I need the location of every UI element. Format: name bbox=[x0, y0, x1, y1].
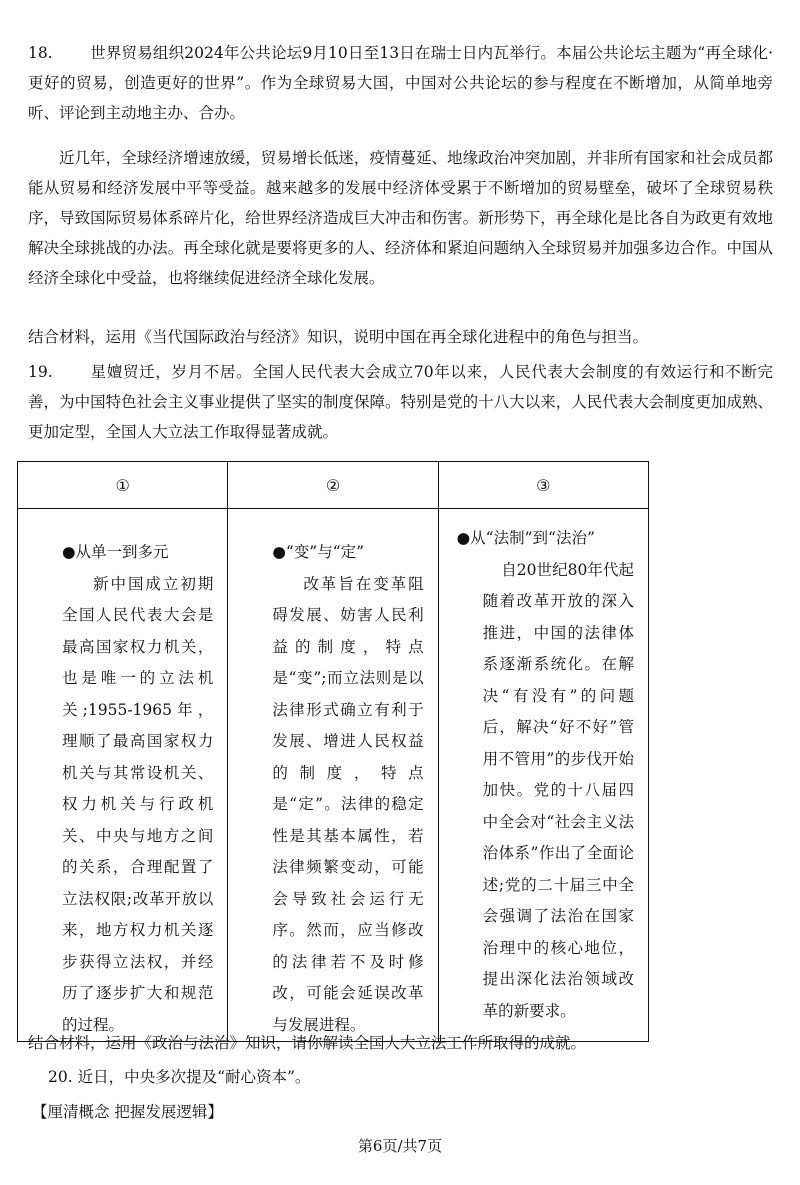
table-cell-3 bbox=[438, 509, 648, 1042]
cell-2-body: 改革旨在变革阻碍发展、妨害人民利益的制度，特点是“变”;而立法则是以法律形式确立有利于发展、增进人民权益的制度，特点是“定”。法律的稳定性是其基本属性，若法律频繁变动，可能会导致社会运行无序。然而，应当修改的法律若不及时修改，可能会延误改革与发展进程。 bbox=[272, 574, 424, 1034]
cell-3-title: ●从“法制”到“法治” bbox=[456, 529, 595, 547]
cell-1-body: 新中国成立初期全国人民代表大会是最高国家权力机关，也是唯一的立法机关;1955-1965年，理顺了最高国家权力机关与其常设机关、权力机关与行政机关、中央与地方之间的关系，合理配置了立法权限;改革开放以来，地方权力机关逐步获得立法权，并经历了逐步扩大和规范的过程。 bbox=[62, 574, 214, 1034]
cell-1-title: ●从单一到多元 bbox=[62, 543, 169, 561]
table-header-3: ③ bbox=[438, 462, 648, 509]
table-header-row bbox=[18, 462, 649, 509]
table-cell-2 bbox=[228, 509, 438, 1042]
table-header-2: ② bbox=[228, 462, 438, 509]
q18-number: 18. bbox=[28, 44, 53, 62]
q18-question: 结合材料，运用《当代国际政治与经济》知识，说明中国在再全球化进程中的角色与担当。 bbox=[28, 328, 649, 346]
q18-material: 近几年，全球经济增速放缓，贸易增长低迷，疫情蔓延、地缘政治冲突加剧，并非所有国家和社会成员都能从贸易和经济发展中平等受益。越来越多的发展中经济体受累于不断增加的贸易壁垒，破坏了全球贸易秩序，导致国际贸易体系碎片化，给世界经济造成巨大冲击和伤害。新形势下，再全球化是比各自为政更有效地解决全球挑战的办法。再全球化就是要将更多的人、经济体和紧迫问题纳入全球贸易并加强多边合作。中国从经济全球化中受益，也将继续促进经济全球化发展。 bbox=[28, 149, 773, 287]
q20-subheading: 【厘清概念 把握发展逻辑】 bbox=[32, 1103, 223, 1121]
q19-material-table bbox=[17, 461, 649, 1042]
q20-intro: 20. 近日，中央多次提及“耐心资本”。 bbox=[48, 1068, 311, 1086]
cell-2-title: ●“变”与“定” bbox=[272, 543, 365, 561]
q19-question: 结合材料，运用《政治与法治》知识，请你解读全国人大立法工作所取得的成就。 bbox=[28, 1034, 587, 1052]
table-body-row bbox=[18, 509, 649, 1042]
page-footer: 第6页/共7页 bbox=[357, 1137, 443, 1155]
q18-intro bbox=[28, 38, 773, 128]
q19-intro bbox=[28, 357, 773, 447]
table-header-1: ① bbox=[18, 462, 228, 509]
cell-3-body: 自20世纪80年代起随着改革开放的深入推进，中国的法律体系逐渐系统化。在解决“有没有”的问题后，解决“好不好”管用不管用”的步伐开始加快。党的十八届四中全会对“社会主义法治体系”作出了全面论述;党的二十届三中全会强调了法治在国家治理中的核心地位，提出深化法治领域改革的新要求。 bbox=[482, 560, 634, 1020]
q19-intro-text: 星嬗贸迁，岁月不居。全国人民代表大会成立70年以来，人民代表大会制度的有效运行和不断完善，为中国特色社会主义事业提供了坚实的制度保障。特别是党的十八大以来，人民代表大会制度更加成熟、更加定型，全国人大立法工作取得显著成就。 bbox=[28, 363, 773, 441]
table-cell-1 bbox=[18, 509, 228, 1042]
q18-intro-text: 世界贸易组织2024年公共论坛9月10日至13日在瑞士日内瓦举行。本届公共论坛主题为“再全球化·更好的贸易，创造更好的世界”。作为全球贸易大国，中国对公共论坛的参与程度在不断增加，从简单地旁听、评论到主动地主办、合办。 bbox=[28, 44, 773, 122]
q19-number: 19. bbox=[28, 363, 53, 381]
